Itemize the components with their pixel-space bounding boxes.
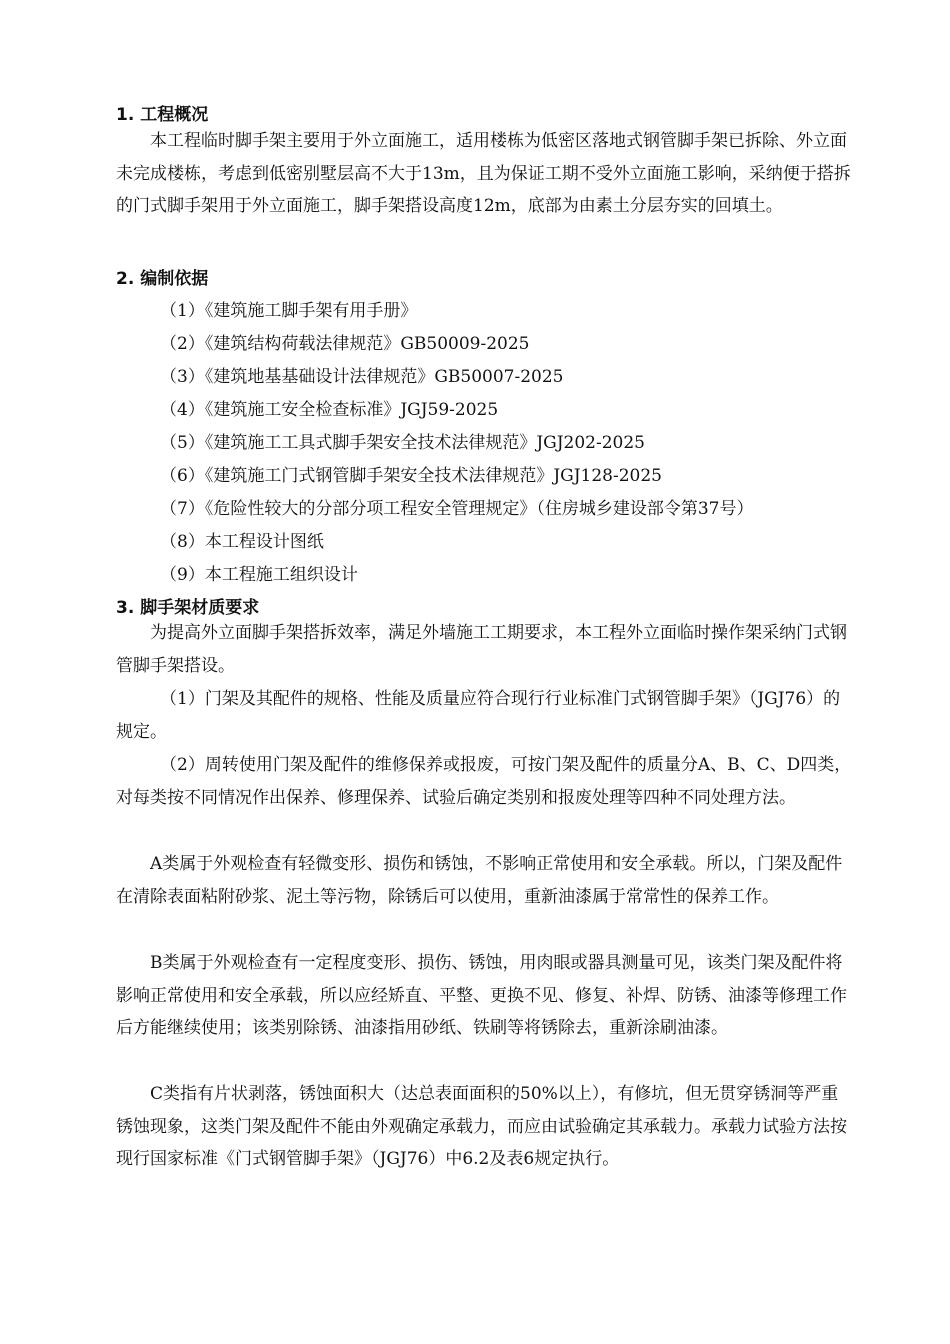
basis-item-2: （2）《建筑结构荷载法律规范》GB50009-2025 [160,334,530,354]
paragraph-material-item-1: （1）门架及其配件的规格、性能及质量应符合现行行业标准门式钢管脚手架》（JGJ76）的规定。 [116,689,841,742]
paragraph-project-overview: 本工程临时脚手架主要用于外立面施工，适用楼栋为低密区落地式钢管脚手架已拆除、外立面未完成楼栋，考虑到低密别墅层高不大于13m，且为保证工期不受外立面施工影响，采纳便于搭拆的门式脚手架用于外立面施工，脚手架搭设高度12m，底部为由素土分层夯实的回填土。 [116,131,851,217]
basis-item-9: （9）本工程施工组织设计 [160,565,358,585]
basis-item-8: （8）本工程设计图纸 [160,532,324,552]
paragraph-material-intro: 为提高外立面脚手架搭拆效率，满足外墙施工工期要求，本工程外立面临时操作架采纳门式钢管脚手架搭设。 [116,623,847,676]
basis-item-1: （1）《建筑施工脚手架有用手册》 [160,301,418,321]
basis-item-5: （5）《建筑施工工具式脚手架安全技术法律规范》JGJ202-2025 [160,433,645,453]
paragraph-material-item-2: （2）周转使用门架及配件的维修保养或报废，可按门架及配件的质量分A、B、C、D四类，对每类按不同情况作出保养、修理保养、试验后确定类别和报废处理等四种不同处理方法。 [116,755,852,808]
basis-item-3: （3）《建筑地基基础设计法律规范》GB50007-2025 [160,367,564,387]
basis-item-6: （6）《建筑施工门式钢管脚手架安全技术法律规范》JGJ128-2025 [160,466,662,486]
paragraph-class-a: A类属于外观检查有轻微变形、损伤和锈蚀，不影响正常使用和安全承载。所以，门架及配件在清除表面粘附砂浆、泥土等污物，除锈后可以使用，重新油漆属于常常性的保养工作。 [116,854,843,907]
basis-item-7: （7）《危险性较大的分部分项工程安全管理规定》（住房城乡建设部令第37号） [160,499,754,519]
heading-project-overview: 1. 工程概况 [116,105,209,125]
basis-item-4: （4）《建筑施工安全检查标准》JGJ59-2025 [160,400,499,420]
paragraph-class-c: C类指有片状剥落，锈蚀面积大（达总表面面积的50%以上），有修坑，但无贯穿锈洞等严重锈蚀现象，这类门架及配件不能由外观确定承载力，而应由试验确定其承载力。承载力试验方法按现行国家标准《门式钢管脚手架》（JGJ76）中6.2及表6规定执行。 [116,1084,847,1170]
heading-material-requirements: 3. 脚手架材质要求 [116,598,260,618]
heading-basis: 2. 编制依据 [116,269,209,289]
paragraph-class-b: B类属于外观检查有一定程度变形、损伤、锈蚀，用肉眼或器具测量可见，该类门架及配件将影响正常使用和安全承载，所以应经矫直、平整、更换不见、修复、补焊、防锈、油漆等修理工作后方能继续使用；该类别除锈、油漆指用砂纸、铁刷等将锈除去，重新涂刷油漆。 [116,953,847,1039]
